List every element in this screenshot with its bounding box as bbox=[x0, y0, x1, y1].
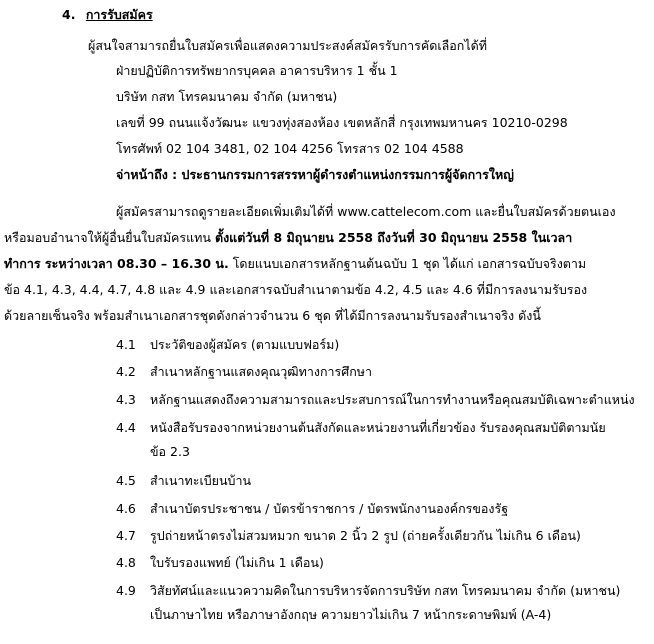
list-item-number: 4.7 bbox=[116, 528, 136, 543]
list-item-number: 4.6 bbox=[116, 501, 136, 516]
paragraph-line-1: ผู้สมัครสามารถดูรายละเอียดเพิ่มเติมได้ที่ www.cattelecom.com และยื่นใบสมัครด้วยตนเอง bbox=[116, 204, 616, 219]
list-item-text: สำเนาทะเบียนบ้าน bbox=[150, 473, 252, 488]
list-item-text: ประวัติของผู้สมัคร (ตามแบบฟอร์ม) bbox=[150, 337, 340, 352]
list-item-number: 4.1 bbox=[116, 337, 136, 352]
list-item-text: สำเนาหลักฐานแสดงคุณวุฒิทางการศึกษา bbox=[150, 364, 373, 379]
list-item-text-continued: เป็นภาษาไทย หรือภาษาอังกฤษ ความยาวไม่เกิน 7 หน้ากระดาษพิมพ์ (A-4) bbox=[150, 607, 552, 622]
list-item-number: 4.2 bbox=[116, 364, 136, 379]
address-line-2: บริษัท กสท โทรคมนาคม จำกัด (มหาชน) bbox=[116, 89, 338, 104]
address-line-5: จ่าหน้าถึง : ประธานกรรมการสรรหาผู้ดำรงตำแหน่งกรรมการผู้จัดการใหญ่ bbox=[116, 167, 514, 182]
list-item-text: รูปถ่ายหน้าตรงไม่สวมหมวก ขนาด 2 นิ้ว 2 รูป (ถ่ายครั้งเดียวกัน ไม่เกิน 6 เดือน) bbox=[150, 528, 581, 543]
paragraph-line-3-a: ทำการ ระหว่างเวลา 08.30 – 16.30 น. bbox=[4, 256, 229, 271]
intro-text: ผู้สนใจสามารถยื่นใบสมัครเพื่อแสดงความประสงค์สมัครรับการคัดเลือกได้ที่ bbox=[88, 38, 488, 53]
list-item-number: 4.8 bbox=[116, 555, 136, 570]
section-title: การรับสมัคร bbox=[85, 7, 153, 22]
list-item-text: หนังสือรับรองจากหน่วยงานต้นสังกัดและหน่วยงานที่เกี่ยวข้อง รับรองคุณสมบัติตามนัย bbox=[150, 420, 606, 435]
address-line-3: เลขที่ 99 ถนนแจ้งวัฒนะ แขวงทุ่งสองห้อง เขตหลักสี่ กรุงเทพมหานคร 10210-0298 bbox=[116, 115, 568, 130]
paragraph-line-3 bbox=[4, 255, 586, 273]
list-item-number: 4.4 bbox=[116, 420, 136, 435]
paragraph-line-2 bbox=[4, 229, 572, 247]
paragraph-line-5: ด้วยลายเซ็นจริง พร้อมสำเนาเอกสารชุดดังกล่าวจำนวน 6 ชุด ที่ได้มีการลงนามรับรองสำเนาจริง ดังนี้ bbox=[4, 308, 541, 323]
list-item-number: 4.9 bbox=[116, 583, 136, 598]
paragraph-line-2-b: ตั้งแต่วันที่ 8 มิถุนายน 2558 ถึงวันที่ 30 มิถุนายน 2558 ในเวลา bbox=[214, 230, 573, 245]
section-heading bbox=[62, 6, 153, 24]
paragraph-line-3-b: โดยแนบเอกสารหลักฐานต้นฉบับ 1 ชุด ได้แก่ เอกสารฉบับจริงตาม bbox=[228, 256, 587, 271]
section-number: 4. bbox=[62, 7, 76, 22]
address-line-1: ฝ่ายปฏิบัติการทรัพยากรบุคคล อาคารบริหาร 1 ชั้น 1 bbox=[116, 63, 398, 78]
paragraph-line-4: ข้อ 4.1, 4.3, 4.4, 4.7, 4.8 และ 4.9 และเอกสารฉบับสำเนาตามข้อ 4.2, 4.5 และ 4.6 ที่มีการลงนามรับรอง bbox=[4, 282, 588, 297]
list-item-text: วิสัยทัศน์และแนวความคิดในการบริหารจัดการบริษัท กสท โทรคมนาคม จำกัด (มหาชน) bbox=[150, 583, 621, 598]
list-item-number: 4.5 bbox=[116, 473, 136, 488]
list-item-text-continued: ข้อ 2.3 bbox=[150, 444, 190, 459]
address-line-4: โทรศัพท์ 02 104 3481, 02 104 4256 โทรสาร 02 104 4588 bbox=[116, 141, 464, 156]
paragraph-line-2-a: หรือมอบอำนาจให้ผู้อื่นยื่นใบสมัครแทน bbox=[4, 230, 215, 245]
list-item-number: 4.3 bbox=[116, 392, 136, 407]
list-item-text: สำเนาบัตรประชาชน / บัตรข้าราชการ / บัตรพนักงานองค์กรของรัฐ bbox=[150, 501, 509, 516]
list-item-text: ใบรับรองแพทย์ (ไม่เกิน 1 เดือน) bbox=[150, 555, 324, 570]
list-item-text: หลักฐานแสดงถึงความสามารถและประสบการณ์ในการทำงานหรือคุณสมบัติเฉพาะตำแหน่ง bbox=[150, 392, 635, 407]
